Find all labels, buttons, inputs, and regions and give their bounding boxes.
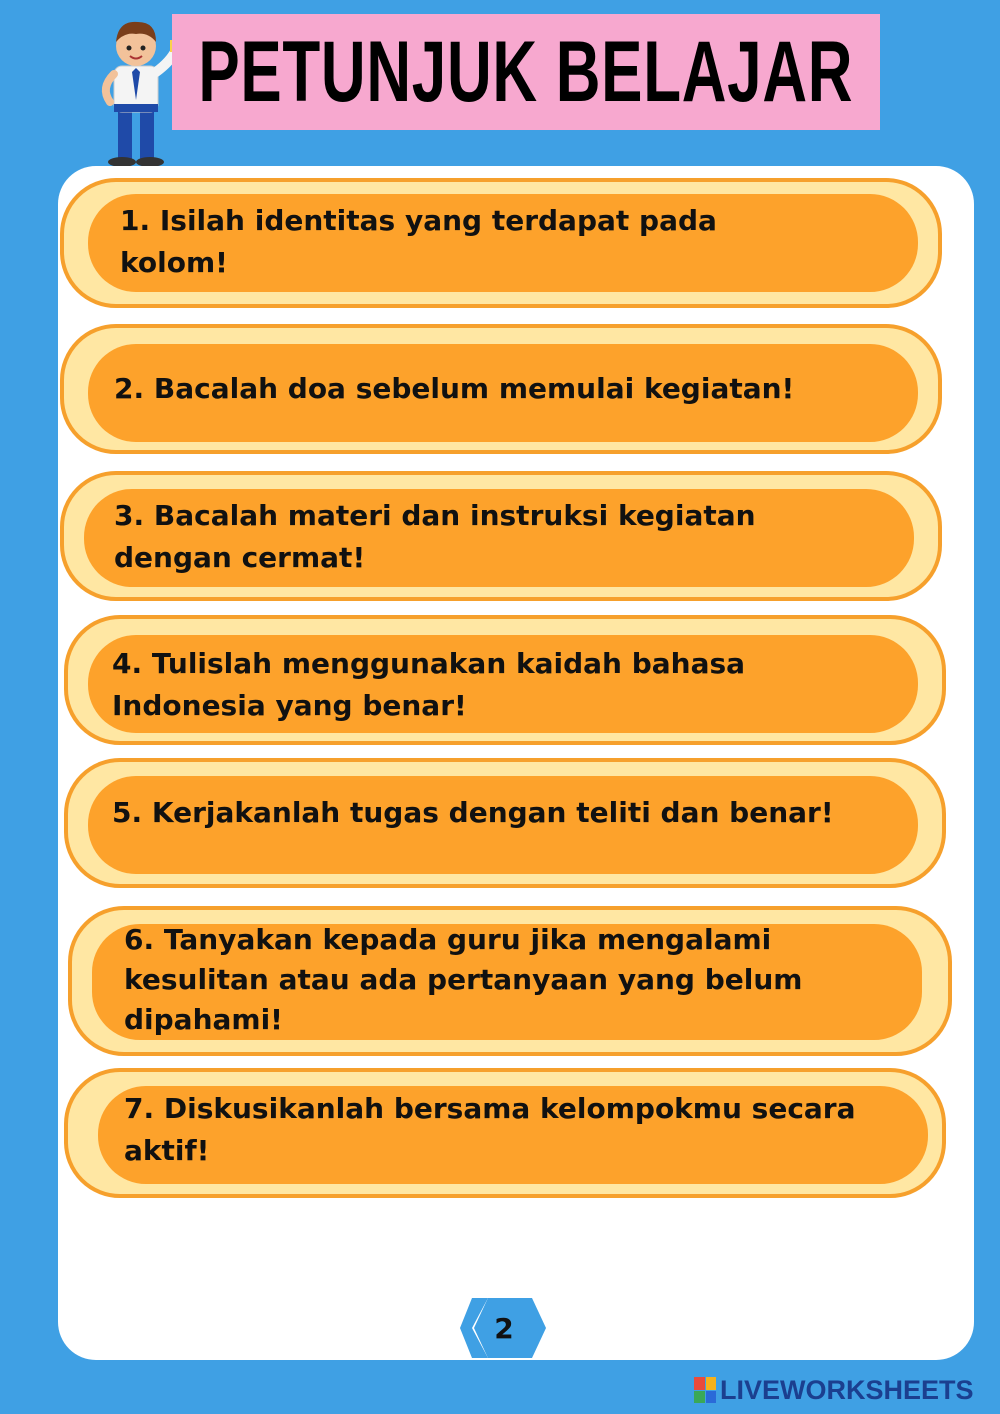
instruction-text-3: 3. Bacalah materi dan instruksi kegiatan dengan cermat!: [114, 499, 756, 574]
instruction-text-1: 1. Isilah identitas yang terdapat pada kolom!: [120, 204, 717, 279]
instruction-item-1: [60, 178, 942, 308]
instruction-item-6: [68, 906, 952, 1056]
instruction-item-7: [64, 1068, 946, 1198]
instruction-text-5: 5. Kerjakanlah tugas dengan teliti dan benar!: [112, 796, 834, 829]
page-title: PETUNJUK BELAJAR: [198, 23, 854, 120]
instruction-item-5: [64, 758, 946, 888]
footer-brand: [694, 1372, 974, 1408]
instruction-item-2: [60, 324, 942, 454]
instruction-item-4: [64, 615, 946, 745]
instruction-text-2: 2. Bacalah doa sebelum memulai kegiatan!: [114, 372, 795, 405]
instruction-text-6: 6. Tanyakan kepada guru jika mengalami kesulitan atau ada pertanyaan yang belum dipahami!: [124, 923, 803, 1036]
instruction-text-7: 7. Diskusikanlah bersama kelompokmu secara aktif!: [124, 1092, 856, 1167]
footer-brand-text: LIVEWORKSHEETS: [720, 1374, 974, 1405]
page-number: 2: [494, 1311, 514, 1345]
liveworksheets-logo-icon: [694, 1377, 716, 1403]
title-banner: [172, 14, 880, 130]
instruction-text-4: 4. Tulislah menggunakan kaidah bahasa Indonesia yang benar!: [112, 647, 746, 722]
instruction-item-3: [60, 471, 942, 601]
